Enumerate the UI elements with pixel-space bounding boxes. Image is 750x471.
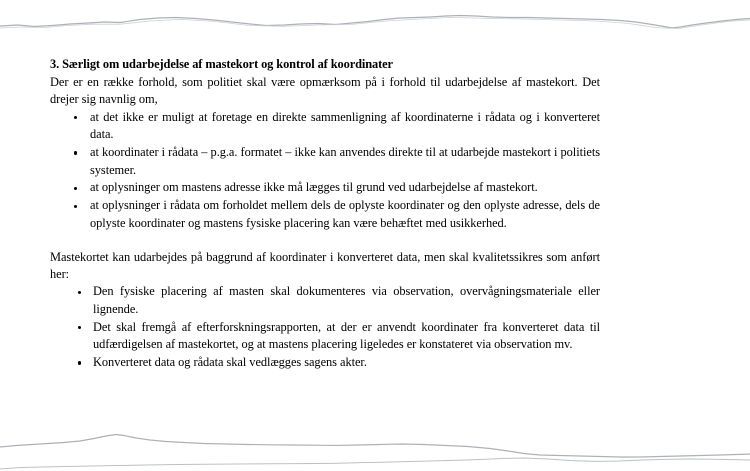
list-item bbox=[90, 144, 600, 179]
paragraph-spacer bbox=[50, 233, 600, 249]
list-item bbox=[93, 283, 600, 318]
mid-paragraph: Mastekortet kan udarbejdes på baggrund af koordinater i konverteret data, men skal kvalitetssikres som anført her: bbox=[50, 249, 600, 282]
bullet-list-upper bbox=[50, 109, 600, 232]
torn-top-edge-icon bbox=[0, 0, 750, 46]
torn-bottom-edge-icon bbox=[0, 425, 750, 471]
list-item bbox=[93, 354, 600, 371]
document-body bbox=[50, 56, 600, 372]
list-item-text: Det skal fremgå af efterforskningsrapporten, at der er anvendt koordinater fra konverteret data til udfærdigelsen af mastekortet, og at mastens placering ligeledes er konstateret via observation mv. bbox=[93, 319, 600, 352]
list-item-text: at koordinater i rådata – p.g.a. formatet – ikke kan anvendes direkte til at udarbejde mastekort i politiets systemer. bbox=[90, 145, 600, 177]
list-item-text: at oplysninger om mastens adresse ikke må lægges til grund ved udarbejdelse af mastekort. bbox=[90, 180, 538, 195]
list-item-text: at oplysninger i rådata om forholdet mellem dels de oplyste koordinater og den oplyste adresse, dels de oplyste koordinater og mastens fysiske placering kan være behæftet med usikkerhed. bbox=[90, 198, 600, 230]
list-item bbox=[90, 179, 600, 196]
list-item-text: Den fysiske placering af masten skal dokumenteres via observation, overvågningsmateriale eller lignende. bbox=[93, 284, 600, 316]
bullet-list-lower bbox=[50, 283, 600, 371]
list-item-text: at det ikke er muligt at foretage en direkte sammenligning af koordinaterne i rådata og i konverteret data. bbox=[90, 109, 600, 142]
list-item bbox=[90, 197, 600, 232]
list-item bbox=[93, 319, 600, 354]
intro-paragraph: Der er en række forhold, som politiet skal være opmærksom på i forhold til udarbejdelse af mastekort. Det drejer sig navnlig om, bbox=[50, 75, 600, 107]
list-item-text: Konverteret data og rådata skal vedlægges sagens akter. bbox=[93, 355, 367, 370]
list-item bbox=[90, 109, 600, 144]
section-heading: 3. Særligt om udarbejdelse af mastekort og kontrol af koordinater bbox=[50, 57, 393, 71]
